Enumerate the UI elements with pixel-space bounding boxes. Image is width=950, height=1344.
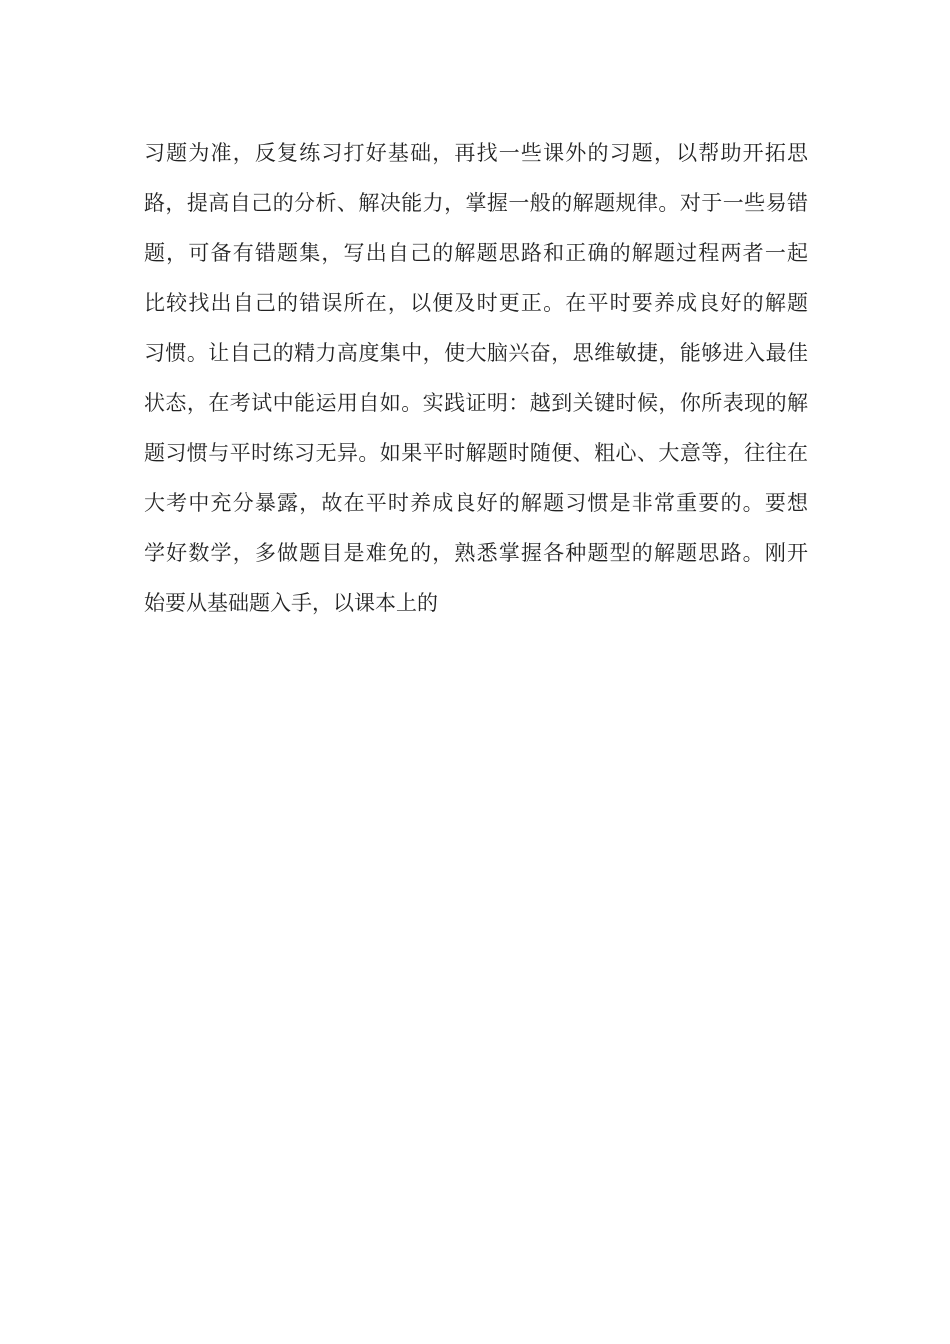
paragraph-line-2: 路，提高自己的分析、解决能力，掌握一般的解题规律。对于一些易错 [144, 191, 808, 215]
paragraph-line-6: 状态，在考试中能运用自如。实践证明：越到关键时候，你所表现的解 [144, 391, 808, 415]
paragraph-line-10: 始要从基础题入手，以课本上的 [144, 591, 438, 615]
body-paragraph [144, 128, 808, 628]
paragraph-line-8: 大考中充分暴露，故在平时养成良好的解题习惯是非常重要的。要想 [144, 491, 808, 515]
paragraph-line-3: 题，可备有错题集，写出自己的解题思路和正确的解题过程两者一起 [144, 241, 808, 265]
paragraph-line-1: 习题为准，反复练习打好基础，再找一些课外的习题，以帮助开拓思 [144, 141, 808, 165]
paragraph-line-4: 比较找出自己的错误所在，以便及时更正。在平时要养成良好的解题 [144, 291, 808, 315]
paragraph-line-5: 习惯。让自己的精力高度集中，使大脑兴奋，思维敏捷，能够进入最佳 [144, 341, 808, 365]
paragraph-line-9: 学好数学，多做题目是难免的，熟悉掌握各种题型的解题思路。刚开 [144, 541, 808, 565]
paragraph-line-7: 题习惯与平时练习无异。如果平时解题时随便、粗心、大意等，往往在 [144, 441, 808, 465]
